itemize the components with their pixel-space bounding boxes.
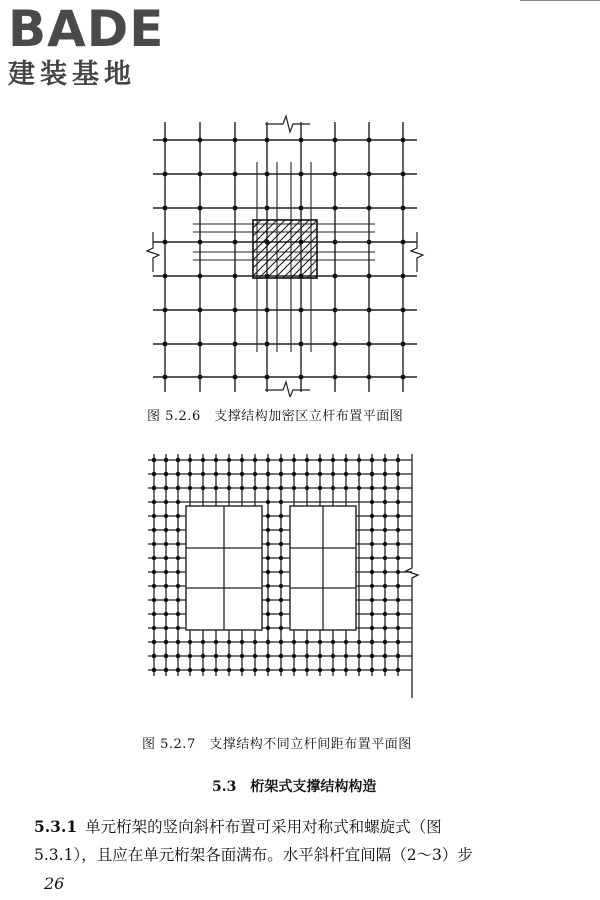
node-dot xyxy=(164,598,168,602)
node-dot xyxy=(201,668,205,672)
node-dot xyxy=(152,598,156,602)
node-dot xyxy=(188,668,192,672)
node-dot xyxy=(292,668,296,672)
node-dot xyxy=(367,138,372,143)
node-dot xyxy=(292,640,296,644)
node-dot xyxy=(227,640,231,644)
node-dot xyxy=(370,570,374,574)
node-dot xyxy=(396,542,400,546)
node-dot xyxy=(266,500,270,504)
logo-brand: BADE xyxy=(8,0,165,58)
node-dot xyxy=(331,640,335,644)
node-dot xyxy=(188,472,192,476)
node-dot xyxy=(176,528,180,532)
node-dot xyxy=(370,472,374,476)
node-dot xyxy=(198,375,203,380)
node-dot xyxy=(401,206,406,211)
node-dot xyxy=(152,640,156,644)
break-symbol-left xyxy=(147,232,159,272)
node-dot xyxy=(233,342,238,347)
node-dot xyxy=(401,308,406,313)
node-dot xyxy=(227,668,231,672)
node-dot xyxy=(253,640,257,644)
node-dot xyxy=(299,375,304,380)
node-dot xyxy=(176,458,180,462)
node-dot xyxy=(233,206,238,211)
node-dot xyxy=(279,542,283,546)
node-dot xyxy=(201,654,205,658)
node-dot xyxy=(176,556,180,560)
node-dot xyxy=(344,640,348,644)
node-dot xyxy=(292,486,296,490)
node-dot xyxy=(383,486,387,490)
node-dot xyxy=(305,458,309,462)
hatch-line xyxy=(253,220,285,252)
clause-text-line-1: 单元桁架的竖向斜杆布置可采用对称式和螺旋式（图 xyxy=(85,818,442,836)
node-dot xyxy=(370,500,374,504)
page-corner-mark xyxy=(520,0,600,4)
node-dot xyxy=(367,206,372,211)
node-dot xyxy=(240,486,244,490)
node-dot xyxy=(227,458,231,462)
page-number: 26 xyxy=(44,874,65,893)
node-dot xyxy=(152,626,156,630)
node-dot xyxy=(370,556,374,560)
node-dot xyxy=(227,654,231,658)
node-dot xyxy=(396,584,400,588)
node-dot xyxy=(176,598,180,602)
node-dot xyxy=(201,640,205,644)
node-dot xyxy=(266,528,270,532)
node-dot xyxy=(253,654,257,658)
node-dot xyxy=(188,654,192,658)
node-dot xyxy=(367,172,372,177)
node-dot xyxy=(292,472,296,476)
node-dot xyxy=(299,308,304,313)
break-symbol-right xyxy=(411,232,423,272)
node-dot xyxy=(383,458,387,462)
node-dot xyxy=(279,528,283,532)
node-dot xyxy=(214,458,218,462)
node-dot xyxy=(152,528,156,532)
node-dot xyxy=(396,640,400,644)
hatch-line xyxy=(291,252,317,278)
node-dot xyxy=(265,342,270,347)
node-dot xyxy=(279,514,283,518)
node-dot xyxy=(201,486,205,490)
node-dot xyxy=(176,472,180,476)
node-dot xyxy=(253,472,257,476)
node-dot xyxy=(318,640,322,644)
node-dot xyxy=(305,486,309,490)
node-dot xyxy=(370,640,374,644)
node-dot xyxy=(266,458,270,462)
node-dot xyxy=(396,472,400,476)
node-dot xyxy=(214,654,218,658)
node-dot xyxy=(164,626,168,630)
node-dot xyxy=(305,668,309,672)
node-dot xyxy=(396,598,400,602)
node-dot xyxy=(396,654,400,658)
node-dot xyxy=(265,172,270,177)
node-dot xyxy=(333,342,338,347)
node-dot xyxy=(152,458,156,462)
node-dot xyxy=(214,668,218,672)
node-dot xyxy=(383,668,387,672)
node-dot xyxy=(164,486,168,490)
node-dot xyxy=(299,172,304,177)
node-dot xyxy=(266,486,270,490)
node-dot xyxy=(401,172,406,177)
node-dot xyxy=(176,570,180,574)
break-symbol-right xyxy=(406,454,418,698)
node-dot xyxy=(396,486,400,490)
node-dot xyxy=(266,668,270,672)
node-dot xyxy=(370,654,374,658)
node-dot xyxy=(266,472,270,476)
node-dot xyxy=(383,584,387,588)
node-dot xyxy=(152,486,156,490)
figure-5-2-6-plan xyxy=(145,112,425,397)
node-dot xyxy=(333,240,338,245)
node-dot xyxy=(266,654,270,658)
node-dot xyxy=(279,612,283,616)
node-dot xyxy=(233,138,238,143)
node-dot xyxy=(305,472,309,476)
node-dot xyxy=(164,584,168,588)
node-dot xyxy=(253,458,257,462)
node-dot xyxy=(163,206,168,211)
node-dot xyxy=(344,668,348,672)
node-dot xyxy=(240,472,244,476)
node-dot xyxy=(401,274,406,279)
node-dot xyxy=(279,570,283,574)
node-dot xyxy=(279,668,283,672)
node-dot xyxy=(198,206,203,211)
node-dot xyxy=(279,654,283,658)
node-dot xyxy=(279,584,283,588)
node-dot xyxy=(214,640,218,644)
node-dot xyxy=(164,542,168,546)
node-dot xyxy=(164,668,168,672)
node-dot xyxy=(357,668,361,672)
node-dot xyxy=(357,654,361,658)
break-symbol-top xyxy=(265,116,310,132)
node-dot xyxy=(163,172,168,177)
node-dot xyxy=(152,668,156,672)
node-dot xyxy=(396,626,400,630)
node-dot xyxy=(164,556,168,560)
node-dot xyxy=(152,584,156,588)
node-dot xyxy=(331,654,335,658)
node-dot xyxy=(318,486,322,490)
node-dot xyxy=(357,640,361,644)
node-dot xyxy=(396,514,400,518)
node-dot xyxy=(279,598,283,602)
node-dot xyxy=(370,514,374,518)
node-dot xyxy=(176,500,180,504)
node-dot xyxy=(370,584,374,588)
node-dot xyxy=(344,486,348,490)
clause-text-line-2: 5.3.1），且应在单元桁架各面满布。水平斜杆宜间隔（2～3）步 xyxy=(34,846,473,864)
hatch-line xyxy=(267,228,317,278)
node-dot xyxy=(279,556,283,560)
node-dot xyxy=(299,342,304,347)
node-dot xyxy=(367,308,372,313)
node-dot xyxy=(198,274,203,279)
node-dot xyxy=(214,486,218,490)
node-dot xyxy=(383,514,387,518)
node-dot xyxy=(176,668,180,672)
node-dot xyxy=(152,472,156,476)
node-dot xyxy=(163,342,168,347)
node-dot xyxy=(265,206,270,211)
node-dot xyxy=(331,472,335,476)
node-dot xyxy=(266,626,270,630)
node-dot xyxy=(163,375,168,380)
node-dot xyxy=(370,668,374,672)
node-dot xyxy=(318,472,322,476)
node-dot xyxy=(188,458,192,462)
node-dot xyxy=(333,206,338,211)
node-dot xyxy=(370,528,374,532)
node-dot xyxy=(305,654,309,658)
node-dot xyxy=(367,240,372,245)
node-dot xyxy=(164,612,168,616)
node-dot xyxy=(152,514,156,518)
node-dot xyxy=(292,458,296,462)
node-dot xyxy=(401,138,406,143)
node-dot xyxy=(176,626,180,630)
node-dot xyxy=(383,598,387,602)
node-dot xyxy=(188,640,192,644)
node-dot xyxy=(227,472,231,476)
node-dot xyxy=(198,138,203,143)
node-dot xyxy=(370,486,374,490)
node-dot xyxy=(305,640,309,644)
node-dot xyxy=(318,458,322,462)
node-dot xyxy=(279,486,283,490)
node-dot xyxy=(344,472,348,476)
node-dot xyxy=(253,668,257,672)
node-dot xyxy=(292,654,296,658)
node-dot xyxy=(333,308,338,313)
node-dot xyxy=(266,584,270,588)
clause-number: 5.3.1 xyxy=(34,817,78,836)
node-dot xyxy=(240,668,244,672)
node-dot xyxy=(333,138,338,143)
node-dot xyxy=(164,472,168,476)
figure-5-2-7-plan xyxy=(140,448,430,698)
node-dot xyxy=(333,274,338,279)
node-dot xyxy=(344,654,348,658)
node-dot xyxy=(164,500,168,504)
node-dot xyxy=(163,138,168,143)
node-dot xyxy=(227,486,231,490)
node-dot xyxy=(383,472,387,476)
node-dot xyxy=(152,570,156,574)
node-dot xyxy=(266,514,270,518)
node-dot xyxy=(279,626,283,630)
node-dot xyxy=(318,668,322,672)
node-dot xyxy=(279,500,283,504)
node-dot xyxy=(333,172,338,177)
node-dot xyxy=(357,486,361,490)
node-dot xyxy=(240,458,244,462)
node-dot xyxy=(357,458,361,462)
node-dot xyxy=(198,308,203,313)
logo-subtitle: 建装基地 xyxy=(8,59,136,90)
node-dot xyxy=(265,240,270,245)
node-dot xyxy=(370,458,374,462)
node-dot xyxy=(265,274,270,279)
node-dot xyxy=(266,640,270,644)
node-dot xyxy=(396,668,400,672)
node-dot xyxy=(401,375,406,380)
node-dot xyxy=(152,556,156,560)
node-dot xyxy=(163,240,168,245)
node-dot xyxy=(164,528,168,532)
node-dot xyxy=(265,375,270,380)
node-dot xyxy=(201,458,205,462)
break-symbol-bottom xyxy=(265,382,310,397)
node-dot xyxy=(164,640,168,644)
node-dot xyxy=(299,206,304,211)
node-dot xyxy=(163,308,168,313)
node-dot xyxy=(266,612,270,616)
node-dot xyxy=(383,626,387,630)
node-dot xyxy=(152,542,156,546)
node-dot xyxy=(164,654,168,658)
node-dot xyxy=(370,626,374,630)
node-dot xyxy=(383,570,387,574)
node-dot xyxy=(266,598,270,602)
node-dot xyxy=(370,598,374,602)
node-dot xyxy=(233,172,238,177)
node-dot xyxy=(333,375,338,380)
node-dot xyxy=(201,472,205,476)
node-dot xyxy=(331,668,335,672)
node-dot xyxy=(265,308,270,313)
node-dot xyxy=(383,556,387,560)
node-dot xyxy=(383,640,387,644)
node-dot xyxy=(299,240,304,245)
node-dot xyxy=(198,240,203,245)
node-dot xyxy=(240,654,244,658)
node-dot xyxy=(383,528,387,532)
node-dot xyxy=(233,240,238,245)
node-dot xyxy=(176,542,180,546)
node-dot xyxy=(188,486,192,490)
node-dot xyxy=(367,375,372,380)
node-dot xyxy=(233,308,238,313)
node-dot xyxy=(401,342,406,347)
node-dot xyxy=(176,486,180,490)
node-dot xyxy=(164,514,168,518)
node-dot xyxy=(163,274,168,279)
node-dot xyxy=(233,274,238,279)
figure-5-2-6-caption: 图 5.2.6 支撑结构加密区立杆布置平面图 xyxy=(147,409,404,424)
node-dot xyxy=(396,500,400,504)
node-dot xyxy=(152,612,156,616)
node-dot xyxy=(396,556,400,560)
node-dot xyxy=(396,458,400,462)
node-dot xyxy=(299,274,304,279)
node-dot xyxy=(266,570,270,574)
node-dot xyxy=(331,486,335,490)
node-dot xyxy=(266,556,270,560)
node-dot xyxy=(344,458,348,462)
node-dot xyxy=(396,570,400,574)
node-dot xyxy=(383,612,387,616)
node-dot xyxy=(233,375,238,380)
node-dot xyxy=(176,584,180,588)
node-dot xyxy=(357,472,361,476)
node-dot xyxy=(383,500,387,504)
node-dot xyxy=(370,612,374,616)
node-dot xyxy=(266,542,270,546)
node-dot xyxy=(331,458,335,462)
node-dot xyxy=(367,274,372,279)
node-dot xyxy=(401,240,406,245)
node-dot xyxy=(176,514,180,518)
node-dot xyxy=(240,640,244,644)
node-dot xyxy=(176,654,180,658)
node-dot xyxy=(396,528,400,532)
node-dot xyxy=(152,654,156,658)
node-dot xyxy=(396,612,400,616)
node-dot xyxy=(214,472,218,476)
node-dot xyxy=(279,640,283,644)
node-dot xyxy=(198,342,203,347)
node-dot xyxy=(164,458,168,462)
node-dot xyxy=(279,472,283,476)
node-dot xyxy=(383,542,387,546)
node-dot xyxy=(198,172,203,177)
node-dot xyxy=(176,640,180,644)
body-text-line xyxy=(34,815,574,837)
node-dot xyxy=(318,654,322,658)
figure-5-2-7-caption: 图 5.2.7 支撑结构不同立杆间距布置平面图 xyxy=(142,737,412,752)
logo xyxy=(8,0,178,90)
hatch-line xyxy=(253,220,293,260)
node-dot xyxy=(299,138,304,143)
node-dot xyxy=(265,138,270,143)
node-dot xyxy=(176,612,180,616)
node-dot xyxy=(279,458,283,462)
node-dot xyxy=(383,654,387,658)
node-dot xyxy=(367,342,372,347)
node-dot xyxy=(253,486,257,490)
node-dot xyxy=(152,500,156,504)
section-heading: 5.3 桁架式支撑结构构造 xyxy=(212,779,377,795)
node-dot xyxy=(164,570,168,574)
node-dot xyxy=(370,542,374,546)
